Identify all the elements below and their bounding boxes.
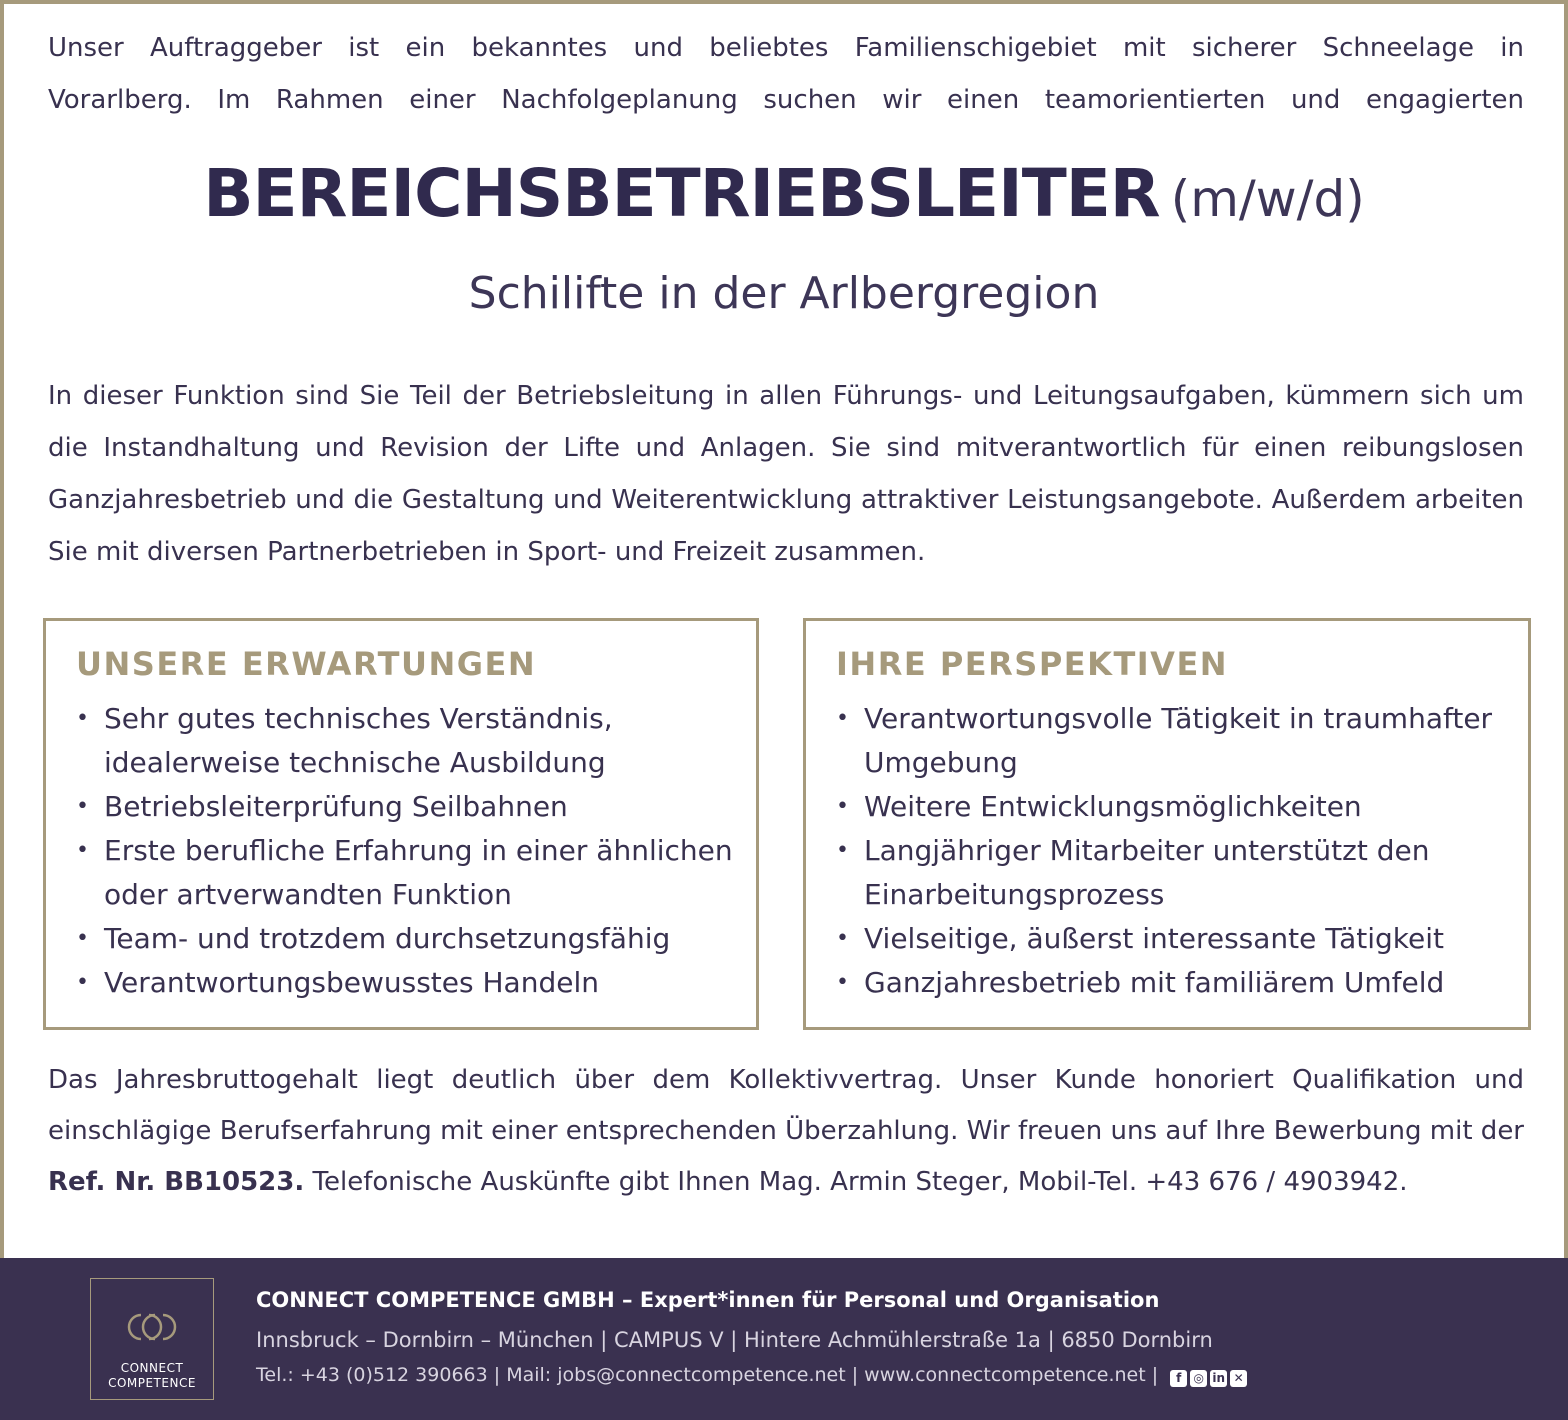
social-icons	[1170, 1365, 1250, 1387]
list-item: • Sehr gutes technisches Verständnis, idealerweise technische Ausbildung	[76, 697, 736, 785]
salary-text-2: Telefonische Auskünfte gibt Ihnen Mag. Armin Steger, Mobil-Tel. +43 676 / 4903942.	[304, 1167, 1408, 1197]
intro-line-1: Unser Auftraggeber ist ein bekanntes und beliebtes Familienschigebiet mit sicherer Schneelage in	[48, 33, 1524, 63]
instagram-icon[interactable]: ◎	[1190, 1370, 1207, 1387]
expectations-box	[43, 618, 759, 1030]
list-item: • Team- und trotzdem durchsetzungsfähig	[76, 917, 736, 961]
company-logo[interactable]	[90, 1278, 214, 1400]
list-item: • Langjähriger Mitarbeiter unterstützt den Einarbeitungsprozess	[836, 829, 1508, 917]
job-subtitle: Schilifte in der Arlbergregion	[468, 268, 1100, 319]
job-title-main: BEREICHSBETRIEBSLEITER	[203, 155, 1160, 232]
linkedin-icon[interactable]: in	[1210, 1370, 1227, 1387]
footer-bar	[0, 1258, 1568, 1420]
salary-text-1: Das Jahresbruttogehalt liegt deutlich über dem Kollektivvertrag. Unser Kunde honoriert Qualifikation und einschlägige Berufserfahrung mit einer entsprechenden Überzahlung. Wir freuen uns auf Ihre Bewerbung mit der	[48, 1065, 1524, 1146]
job-title-gender: (m/w/d)	[1170, 170, 1365, 228]
facebook-icon[interactable]: f	[1170, 1370, 1187, 1387]
intro-paragraph	[48, 22, 1524, 126]
list-item: • Ganzjahresbetrieb mit familiärem Umfeld	[836, 961, 1508, 1005]
salary-paragraph	[48, 1055, 1524, 1208]
reference-number: Ref. Nr. BB10523.	[48, 1167, 305, 1197]
list-item: • Erste berufliche Erfahrung in einer ähnlichen oder artverwandten Funktion	[76, 829, 736, 917]
perspectives-list	[836, 697, 1508, 1005]
company-name: CONNECT COMPETENCE GMBH – Expert*innen für Personal und Organisation	[256, 1288, 1160, 1312]
perspectives-heading: IHRE PERSPEKTIVEN	[836, 645, 1229, 683]
expectations-list	[76, 697, 736, 1005]
job-title	[0, 155, 1568, 232]
company-address: Innsbruck – Dornbirn – München | CAMPUS V | Hintere Achmühlerstraße 1a | 6850 Dornbirn	[256, 1328, 1213, 1352]
list-item: • Verantwortungsvolle Tätigkeit in traumhafter Umgebung	[836, 697, 1508, 785]
expectations-heading: UNSERE ERWARTUNGEN	[76, 645, 537, 683]
logo-text	[91, 1361, 213, 1391]
contact-text[interactable]: Tel.: +43 (0)512 390663 | Mail: jobs@connectcompetence.net | www.connectcompetence.net |	[256, 1364, 1165, 1386]
list-item: • Verantwortungsbewusstes Handeln	[76, 961, 736, 1005]
logo-text-line-2: COMPETENCE	[108, 1376, 196, 1390]
list-item: • Vielseitige, äußerst interessante Tätigkeit	[836, 917, 1508, 961]
perspectives-box	[803, 618, 1531, 1030]
cc-monogram-icon	[119, 1307, 185, 1347]
list-item: • Betriebsleiterprüfung Seilbahnen	[76, 785, 736, 829]
company-contact	[256, 1364, 1250, 1387]
logo-text-line-1: CONNECT	[120, 1361, 184, 1375]
x-icon[interactable]: ✕	[1230, 1370, 1247, 1387]
description-paragraph: In dieser Funktion sind Sie Teil der Betriebsleitung in allen Führungs- und Leitungsaufgaben, kümmern sich um die Instandhaltung und Revision der Lifte und Anlagen. Sie sind mitverantwortlich für einen reibungslosen Ganzjahresbetrieb und die Gestaltung und Weiterentwicklung attraktiver Leistungsangebote. Außerdem arbeiten Sie mit diversen Partnerbetrieben in Sport- und Freizeit zusammen.	[48, 381, 1524, 567]
list-item: • Weitere Entwicklungsmöglichkeiten	[836, 785, 1508, 829]
intro-line-2: Vorarlberg. Im Rahmen einer Nachfolgeplanung suchen wir einen teamorientierten und engagierten	[48, 85, 1524, 115]
